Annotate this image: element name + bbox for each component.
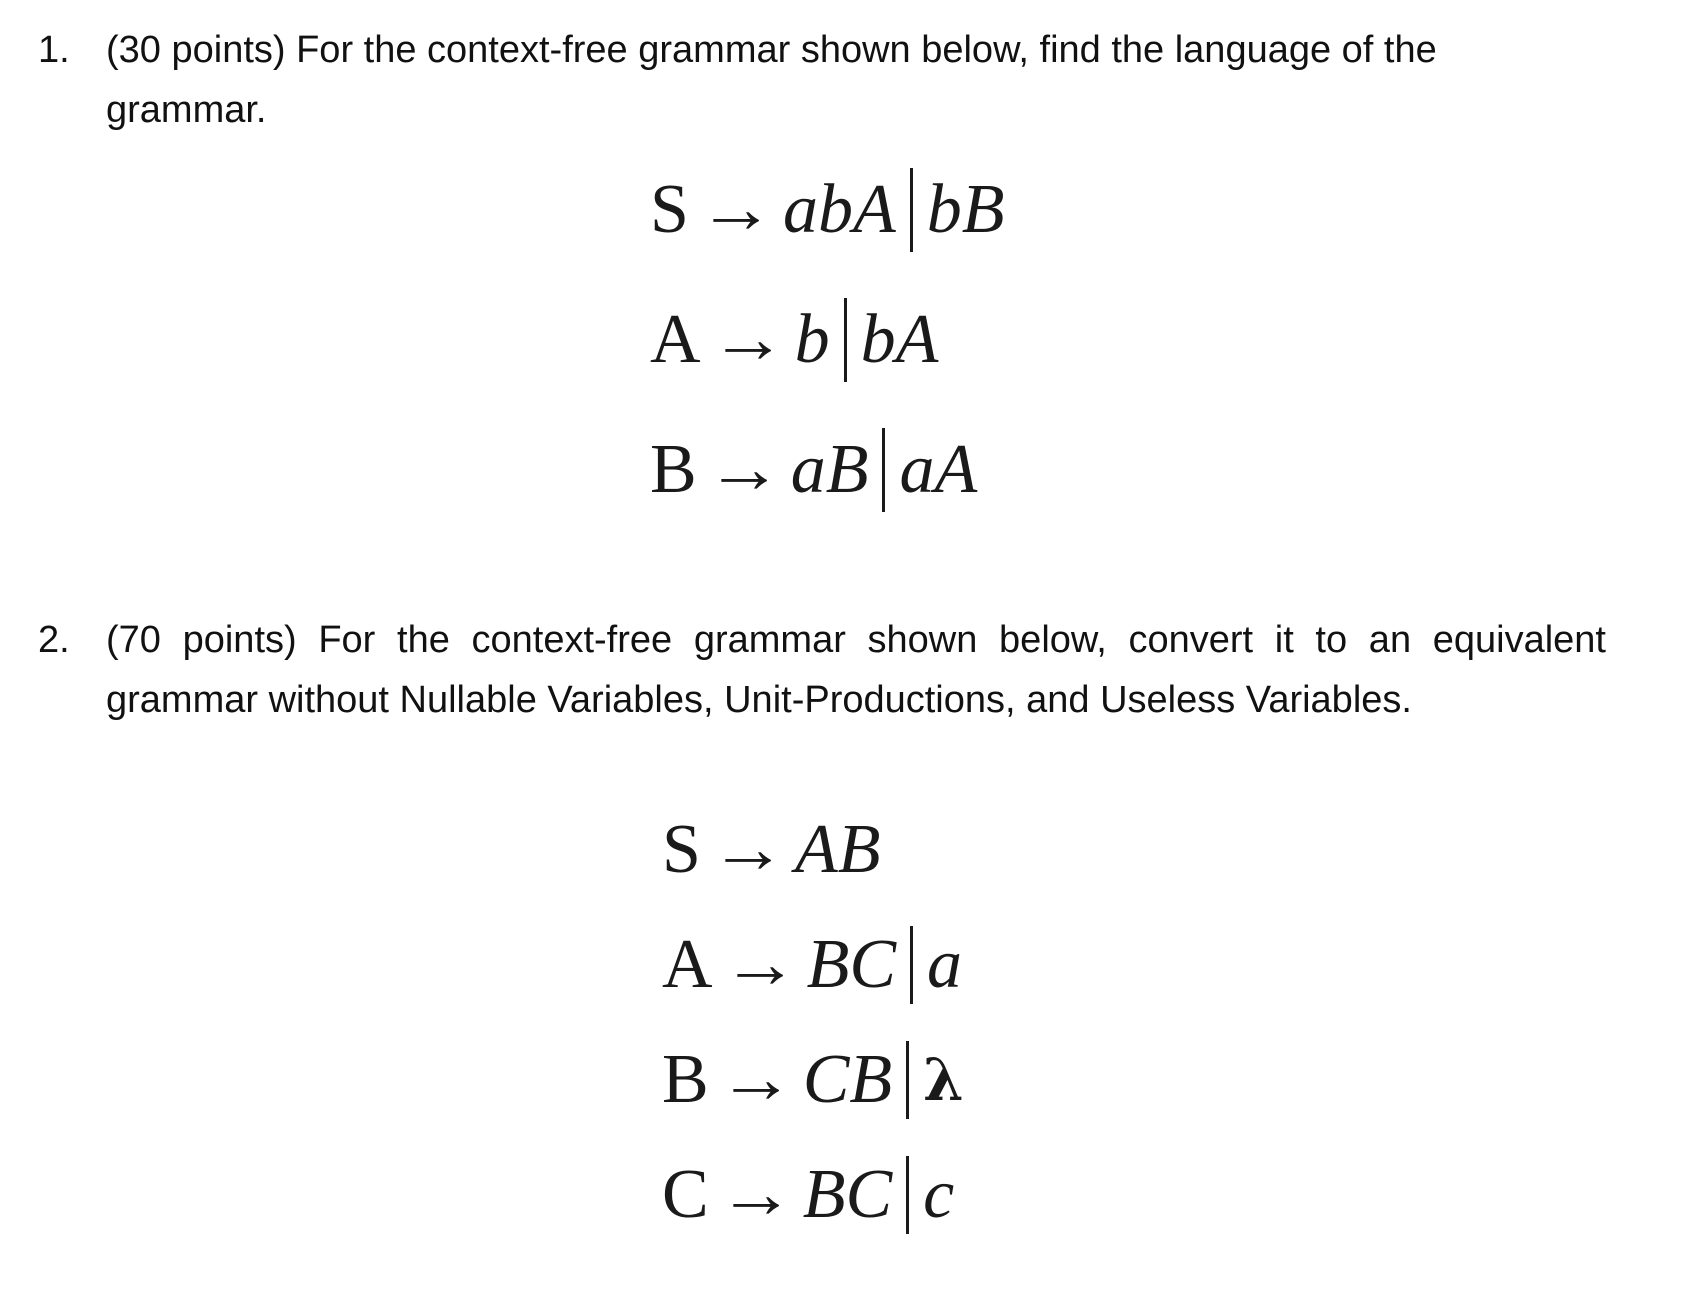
production-row [662,810,880,890]
alternation-bar [910,168,913,252]
production-row [650,170,1004,250]
production-lhs: A [650,301,701,378]
alternation-bar [906,1041,909,1119]
alternation-bar [882,428,885,512]
production-row [650,300,938,380]
problem-number: 2. [38,619,70,661]
production-lhs: A [662,926,713,1003]
production-row [650,430,977,510]
alternation-bar [906,1156,909,1234]
production-lhs: C [662,1156,709,1233]
arrow-symbol: → [717,1156,795,1233]
alternation-bar [910,926,913,1004]
arrow-symbol: → [721,926,799,1003]
production-lhs: S [650,171,689,248]
production-alt: bB [926,171,1005,248]
arrow-symbol: → [697,171,775,248]
production-alt: aB [790,431,869,508]
production-row [662,925,962,1005]
production-alt: b [794,301,830,378]
production-alt: a [927,926,963,1003]
production-row [662,1040,964,1120]
production-lhs: B [662,1041,709,1118]
production-alt: BC [802,1156,893,1233]
production-alt: abA [782,171,896,248]
production-alt: AB [794,811,881,888]
arrow-symbol: → [709,301,787,378]
arrow-symbol: → [717,1041,795,1118]
production-alt: CB [802,1041,893,1118]
lambda-symbol: λ [923,1046,964,1114]
production-lhs: S [662,811,701,888]
production-alt: aA [899,431,978,508]
arrow-symbol: → [705,431,783,508]
production-lhs: B [650,431,697,508]
production-alt: bA [860,301,939,378]
problem-statement: (30 points) For the context-free grammar shown below, find the language of the grammar. [106,29,1437,131]
problem-statement: (70 points) For the context-free grammar shown below, convert it to an equivalent grammar without Nullable Variables, Unit-Productions, and Useless Variables. [106,619,1606,721]
production-alt: BC [806,926,897,1003]
alternation-bar [844,298,847,382]
production-row [662,1155,954,1235]
problem-number: 1. [38,29,70,71]
arrow-symbol: → [709,811,787,888]
production-alt: c [923,1156,955,1233]
